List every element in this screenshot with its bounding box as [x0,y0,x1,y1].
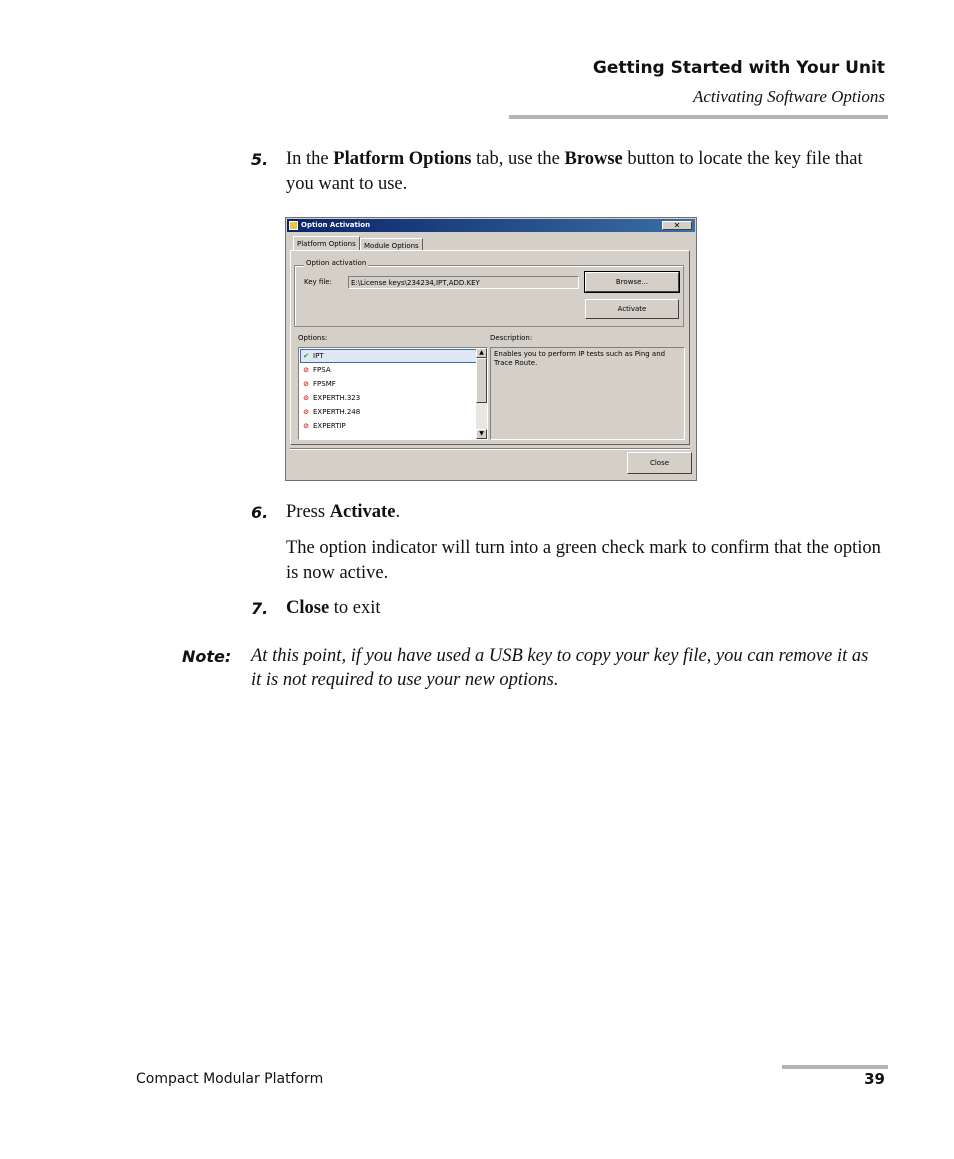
running-header-title: Getting Started with Your Unit [592,58,885,78]
options-scrollbar[interactable] [476,348,487,439]
tab-platform-options[interactable]: Platform Options [293,236,360,251]
close-icon[interactable]: ✕ [662,221,692,230]
option-activation-group-label: Option activation [306,259,367,267]
step-5-number: 5. [251,150,269,169]
app-icon [289,221,298,230]
list-item[interactable]: ⊘ FPSMF [301,378,477,390]
dialog-title-bar [287,219,695,232]
activate-button[interactable]: Activate [585,299,679,319]
footer-rule [782,1065,888,1069]
header-rule [509,115,888,119]
list-item[interactable]: ⊘ EXPERTIP [301,420,477,432]
tab-module-options[interactable]: Module Options [360,238,423,251]
description-box: Enables you to perform IP tests such as Ping and Trace Route. [490,347,685,440]
key-file-field[interactable]: E:\License keys\234234,IPT,ADD.KEY [348,276,579,289]
step-5-text: In the Platform Options tab, use the Browse button to locate the key file that you want to use. [286,149,863,194]
browse-button[interactable]: Browse... [585,272,679,292]
page-number: 39 [864,1070,885,1088]
prohibited-icon: ⊘ [303,380,309,388]
close-button[interactable]: Close [627,452,692,474]
scroll-thumb[interactable] [476,358,487,403]
dialog-separator [290,448,690,450]
step-6-detail: The option indicator will turn into a green check mark to confirm that the option is now active. [286,538,881,583]
step-6-number: 6. [251,503,269,522]
list-item[interactable]: ⊘ FPSA [301,364,477,376]
options-label: Options: [298,334,328,342]
list-item[interactable]: ✔ IPT [301,350,477,362]
scroll-down-icon[interactable]: ▼ [476,429,487,439]
option-activation-dialog [285,217,697,481]
description-label: Description: [490,334,533,342]
step-6-text: Press Activate. [286,502,401,522]
note-label: Note: [182,647,232,666]
step-7-text: Close to exit [286,598,381,618]
prohibited-icon: ⊘ [303,408,309,416]
list-item[interactable]: ⊘ EXPERTH.323 [301,392,477,404]
scroll-up-icon[interactable]: ▲ [476,348,487,358]
check-icon: ✔ [303,352,309,360]
running-header-subtitle: Activating Software Options [692,87,885,106]
footer-product-name: Compact Modular Platform [136,1071,324,1087]
prohibited-icon: ⊘ [303,366,309,374]
prohibited-icon: ⊘ [303,394,309,402]
note-text: At this point, if you have used a USB key to copy your key file, you can remove it as it is not required to use your new options. [251,646,869,690]
options-list[interactable] [298,347,488,440]
list-item[interactable]: ⊘ EXPERTH.248 [301,406,477,418]
step-7-number: 7. [251,599,269,618]
key-file-label: Key file: [304,278,332,286]
dialog-title: Option Activation [301,221,371,229]
prohibited-icon: ⊘ [303,422,309,430]
